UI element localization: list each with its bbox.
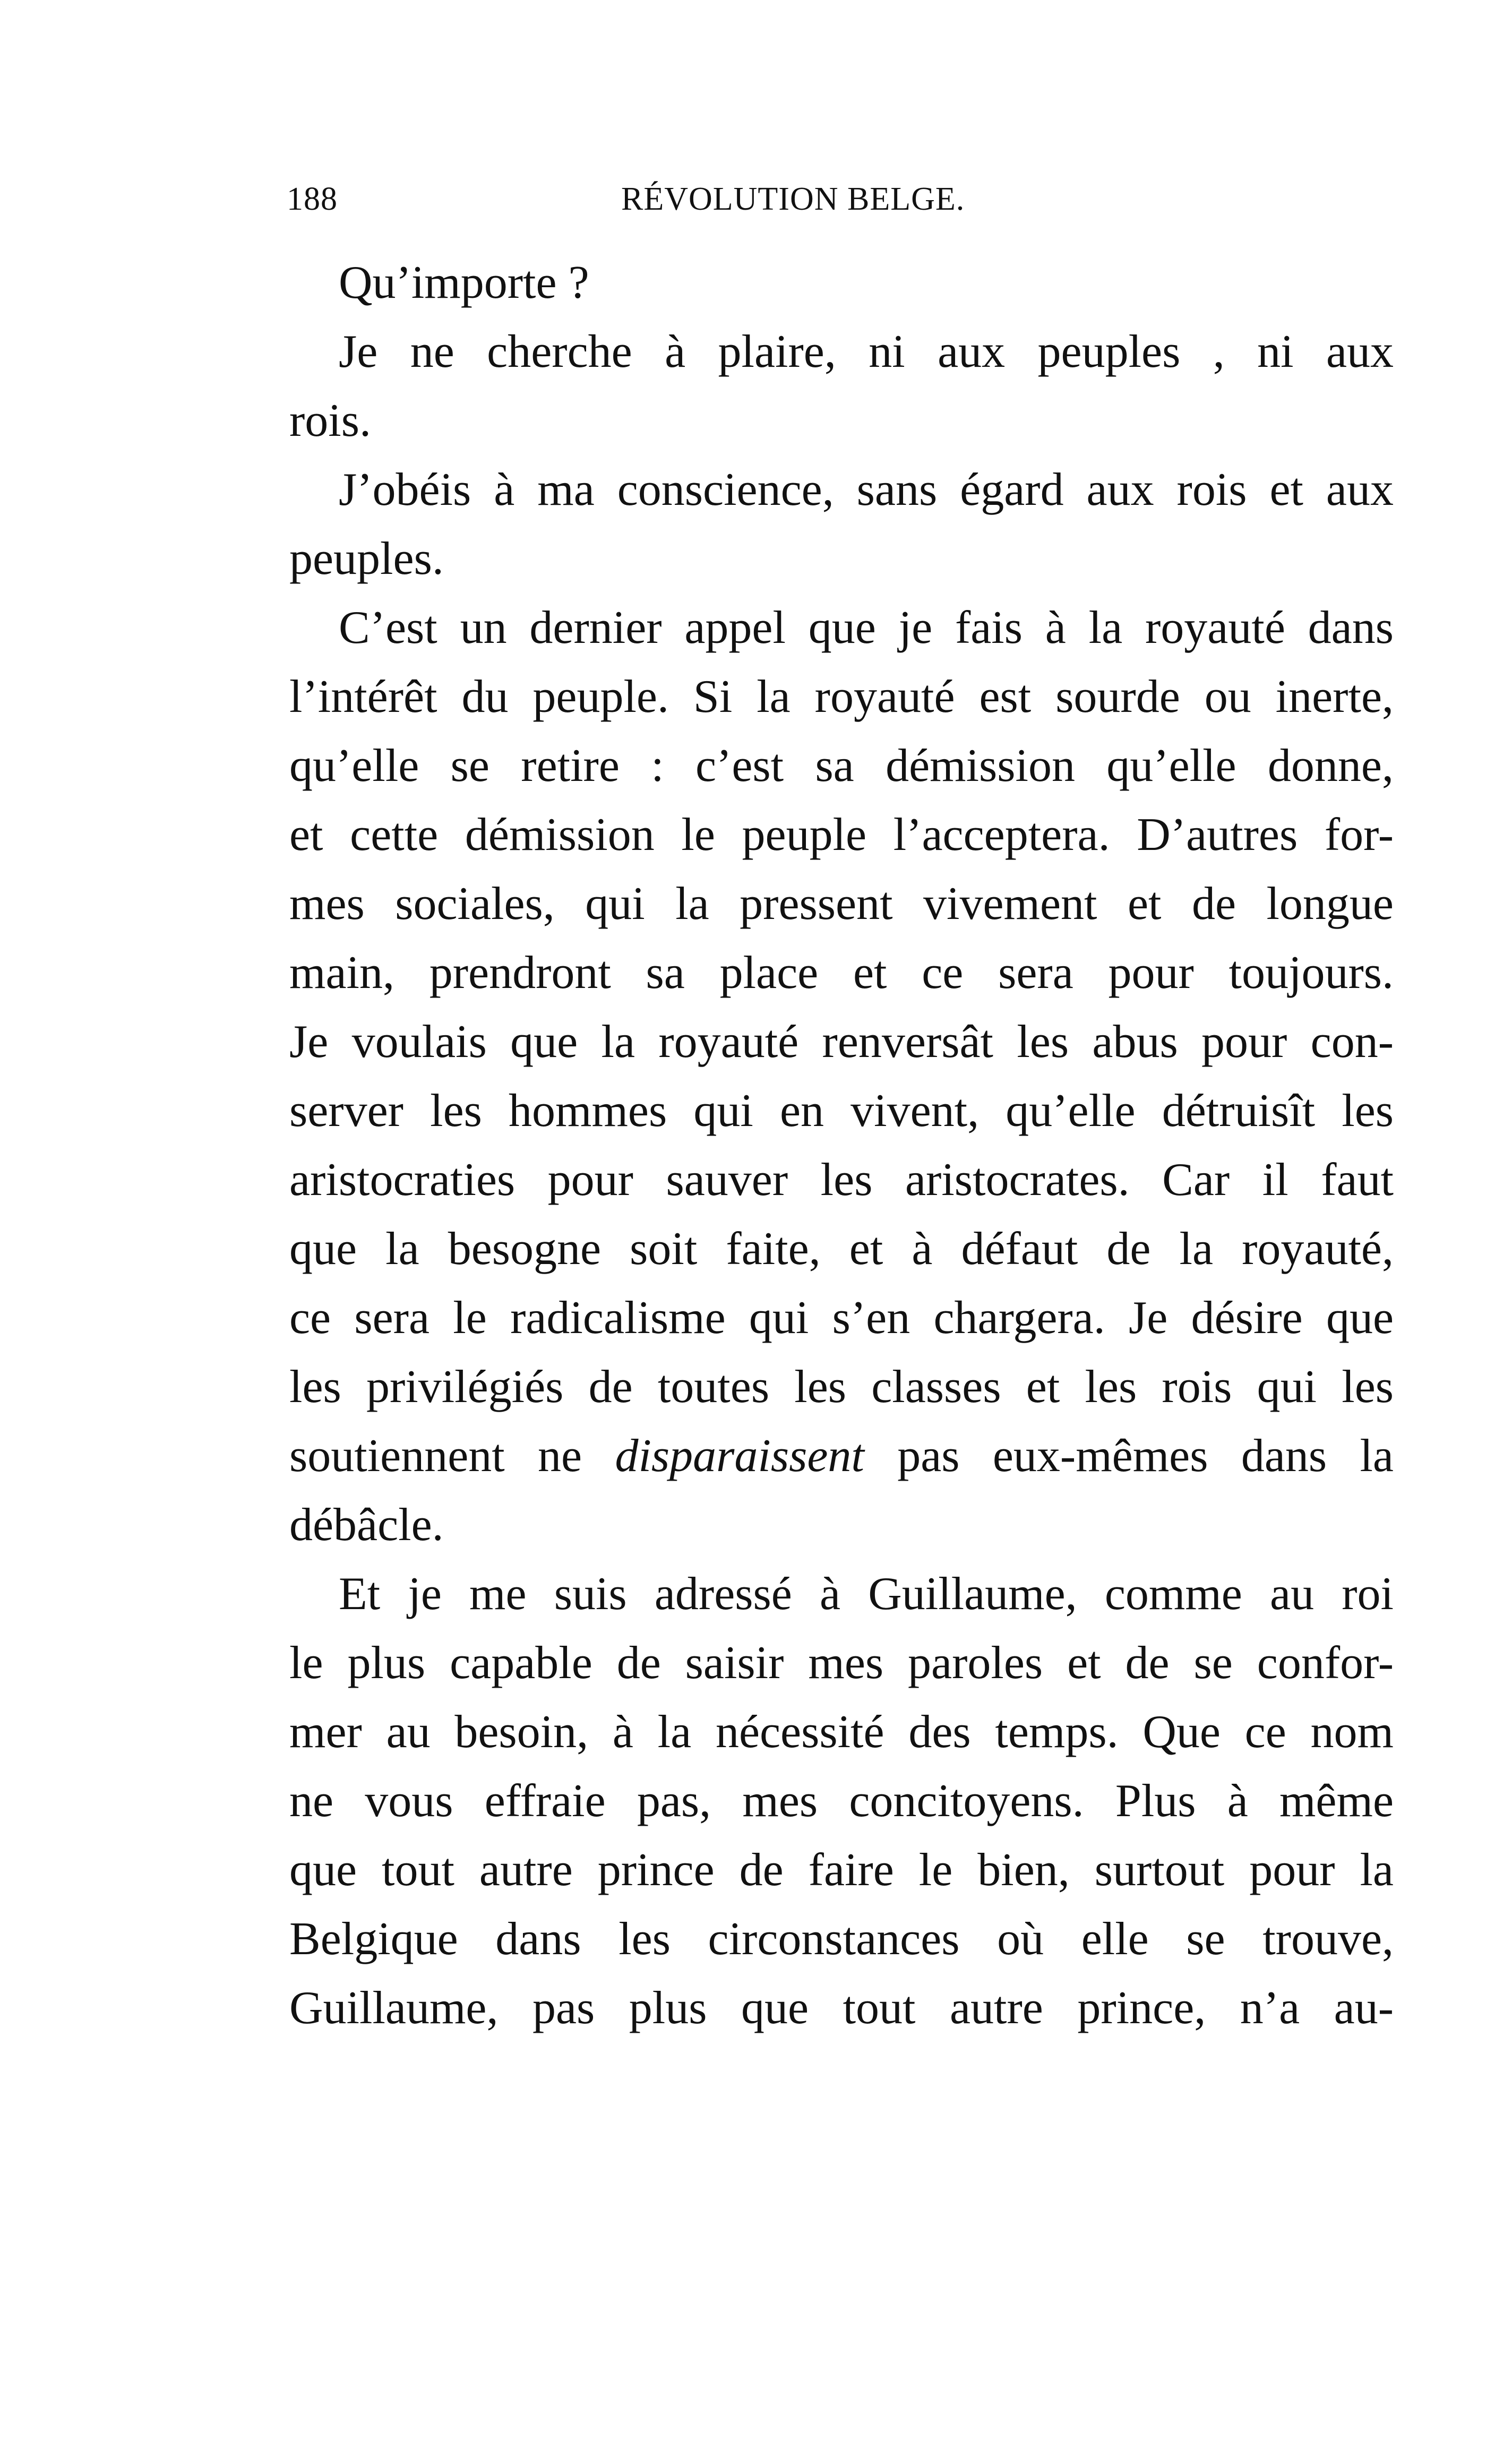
text-line: aristocraties pour sauver les aristocrates. Car il faut xyxy=(289,1154,1394,1206)
text-line: que la besogne soit faite, et à défaut de la royauté, xyxy=(289,1223,1394,1275)
text-segment: pas eux-mêmes dans la xyxy=(864,1430,1394,1482)
text-line: Je voulais que la royauté renversât les abus pour con- xyxy=(289,1016,1394,1068)
text-line: ne vous effraie pas, mes concitoyens. Plus à même xyxy=(289,1775,1394,1827)
text-line: les privilégiés de toutes les classes et les rois qui les xyxy=(289,1361,1394,1413)
text-line: débâcle. xyxy=(289,1499,444,1551)
text-line-italic xyxy=(289,1422,1394,1491)
text-line: l’intérêt du peuple. Si la royauté est sourde ou inerte, xyxy=(289,671,1394,723)
text-line: peuples. xyxy=(289,533,444,585)
text-line: ce sera le radicalisme qui s’en chargera. Je désire que xyxy=(289,1292,1394,1344)
running-title: RÉVOLUTION BELGE. xyxy=(621,181,965,217)
text-line: J’obéis à ma conscience, sans égard aux rois et aux xyxy=(339,464,1394,515)
text-line: Et je me suis adressé à Guillaume, comme au roi xyxy=(339,1568,1394,1620)
text-line: Belgique dans les circonstances où elle se trouve, xyxy=(289,1913,1394,1965)
text-line: mes sociales, qui la pressent vivement et de longue xyxy=(289,878,1394,930)
text-line: server les hommes qui en vivent, qu’elle détruisît les xyxy=(289,1085,1394,1137)
text-line: mer au besoin, à la nécessité des temps. Que ce nom xyxy=(289,1706,1394,1758)
text-line: le plus capable de saisir mes paroles et de se confor- xyxy=(289,1637,1394,1689)
page-header xyxy=(287,175,1030,223)
text-line: qu’elle se retire : c’est sa démission qu’elle donne, xyxy=(289,740,1394,792)
text-segment: soutiennent ne xyxy=(289,1430,615,1482)
text-line: Qu’importe ? xyxy=(339,257,589,308)
text-line: Je ne cherche à plaire, ni aux peuples , ni aux xyxy=(339,326,1394,377)
text-line: Guillaume, pas plus que tout autre prince, n’a au- xyxy=(289,1982,1394,2034)
text-line: et cette démission le peuple l’acceptera. D’autres for- xyxy=(289,809,1394,861)
text-line: main, prendront sa place et ce sera pour toujours. xyxy=(289,947,1394,999)
text-line: que tout autre prince de faire le bien, surtout pour la xyxy=(289,1844,1394,1896)
italic-word: disparaissent xyxy=(615,1430,864,1482)
page-number: 188 xyxy=(287,181,338,217)
text-line: rois. xyxy=(289,395,371,446)
text-line: C’est un dernier appel que je fais à la royauté dans xyxy=(339,602,1394,654)
body-text xyxy=(289,248,1394,2043)
